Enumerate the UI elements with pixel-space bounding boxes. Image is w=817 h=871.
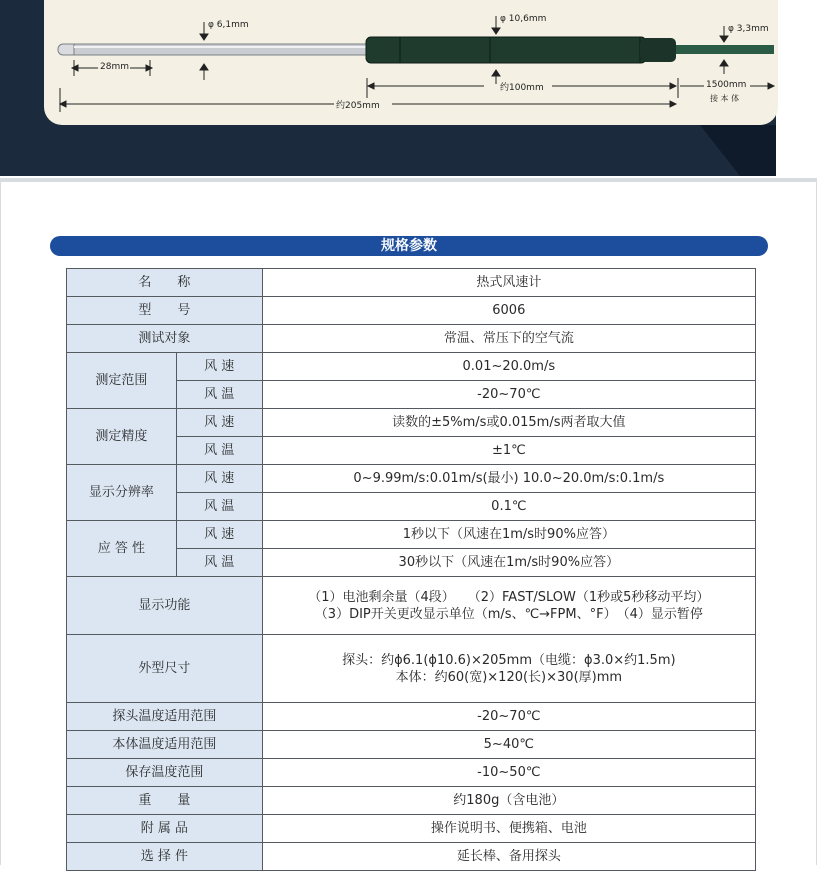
probe-temp-label: 探头温度适用范围 bbox=[67, 703, 263, 731]
dim-tip-label: φ 6,1mm bbox=[208, 20, 249, 30]
table-row bbox=[67, 269, 756, 297]
resolution-temp-value: 0.1℃ bbox=[262, 493, 755, 521]
len-tip-label: 28mm bbox=[100, 62, 129, 72]
probe-body-shape bbox=[366, 37, 646, 63]
range-temp-value: -20~70℃ bbox=[262, 381, 755, 409]
display-label: 显示功能 bbox=[67, 577, 263, 635]
accuracy-label: 测定精度 bbox=[67, 409, 177, 465]
options-value: 延长棒、备用探头 bbox=[262, 843, 755, 871]
table-row bbox=[67, 787, 756, 815]
name-label: 名 称 bbox=[67, 269, 263, 297]
response-temp-label: 风 温 bbox=[176, 549, 262, 577]
table-row bbox=[67, 703, 756, 731]
section-header-bar bbox=[50, 236, 768, 256]
name-value: 热式风速计 bbox=[262, 269, 755, 297]
resolution-temp-label: 风 温 bbox=[176, 493, 262, 521]
storage-value: -10~50℃ bbox=[262, 759, 755, 787]
size-line-2: 本体：约60(宽)×120(长)×30(厚)mm bbox=[395, 669, 623, 685]
accessories-value: 操作说明书、便携箱、电池 bbox=[262, 815, 755, 843]
model-value: 6006 bbox=[262, 297, 755, 325]
table-row bbox=[67, 521, 756, 549]
response-speed-label: 风 速 bbox=[176, 521, 262, 549]
target-value: 常温、常压下的空气流 bbox=[262, 325, 755, 353]
len-total-label: 约205mm bbox=[336, 101, 380, 111]
size-line-1: 探头：约ϕ6.1(ϕ10.6)×205mm（电缆：ϕ3.0×约1.5m) bbox=[342, 652, 676, 668]
range-temp-label: 风 温 bbox=[176, 381, 262, 409]
probe-drawing bbox=[44, 0, 778, 125]
table-row bbox=[67, 759, 756, 787]
table-row bbox=[67, 465, 756, 493]
response-label: 应 答 性 bbox=[67, 521, 177, 577]
range-speed-label: 风 速 bbox=[176, 353, 262, 381]
storage-label: 保存温度范围 bbox=[67, 759, 263, 787]
dim-cable-label: φ 3,3mm bbox=[728, 24, 769, 34]
len-cable-label: 1500mm bbox=[706, 80, 747, 90]
table-row bbox=[67, 409, 756, 437]
accuracy-temp-value: ±1℃ bbox=[262, 437, 755, 465]
table-row bbox=[67, 325, 756, 353]
cable-to-label: 接 本 体 bbox=[710, 94, 740, 103]
product-diagram-area bbox=[0, 0, 817, 176]
table-row bbox=[67, 353, 756, 381]
dim-body-label: φ 10,6mm bbox=[500, 14, 547, 24]
weight-label: 重 量 bbox=[67, 787, 263, 815]
table-row bbox=[67, 731, 756, 759]
len-body-label: 约100mm bbox=[500, 83, 544, 93]
display-line-2: （3）DIP开关更改显示单位（m/s、℃→FPM、°F） （4）显示暂停 bbox=[314, 606, 703, 622]
resolution-speed-label: 风 速 bbox=[176, 465, 262, 493]
weight-value: 约180g（含电池） bbox=[262, 787, 755, 815]
response-speed-value: 1秒以下（风速在1m/s时90%应答） bbox=[262, 521, 755, 549]
range-speed-value: 0.01~20.0m/s bbox=[262, 353, 755, 381]
spec-table bbox=[66, 268, 756, 871]
response-temp-value: 30秒以下（风速在1m/s时90%应答） bbox=[262, 549, 755, 577]
table-row bbox=[67, 297, 756, 325]
probe-cable-shape bbox=[676, 45, 774, 54]
probe-temp-value: -20~70℃ bbox=[262, 703, 755, 731]
display-value bbox=[262, 577, 755, 635]
size-value bbox=[262, 635, 755, 703]
display-line-1: （1）电池剩余量（4段） （2）FAST/SLOW（1秒或5秒移动平均） bbox=[308, 589, 710, 605]
accuracy-temp-label: 风 温 bbox=[176, 437, 262, 465]
range-label: 测定范围 bbox=[67, 353, 177, 409]
body-temp-value: 5~40℃ bbox=[262, 731, 755, 759]
resolution-label: 显示分辨率 bbox=[67, 465, 177, 521]
model-label: 型 号 bbox=[67, 297, 263, 325]
body-temp-label: 本体温度适用范围 bbox=[67, 731, 263, 759]
resolution-speed-value: 0~9.99m/s:0.01m/s(最小) 10.0~20.0m/s:0.1m/s bbox=[262, 465, 755, 493]
table-row bbox=[67, 635, 756, 703]
probe-rod-shape bbox=[74, 44, 374, 55]
accuracy-speed-label: 风 速 bbox=[176, 409, 262, 437]
section-title: 规格参数 bbox=[381, 238, 437, 254]
target-label: 测试对象 bbox=[67, 325, 263, 353]
size-label: 外型尺寸 bbox=[67, 635, 263, 703]
accessories-label: 附 属 品 bbox=[67, 815, 263, 843]
table-row bbox=[67, 815, 756, 843]
table-row bbox=[67, 577, 756, 635]
accuracy-speed-value: 读数的±5%m/s或0.015m/s两者取大值 bbox=[262, 409, 755, 437]
options-label: 选 择 件 bbox=[67, 843, 263, 871]
table-row bbox=[67, 843, 756, 871]
